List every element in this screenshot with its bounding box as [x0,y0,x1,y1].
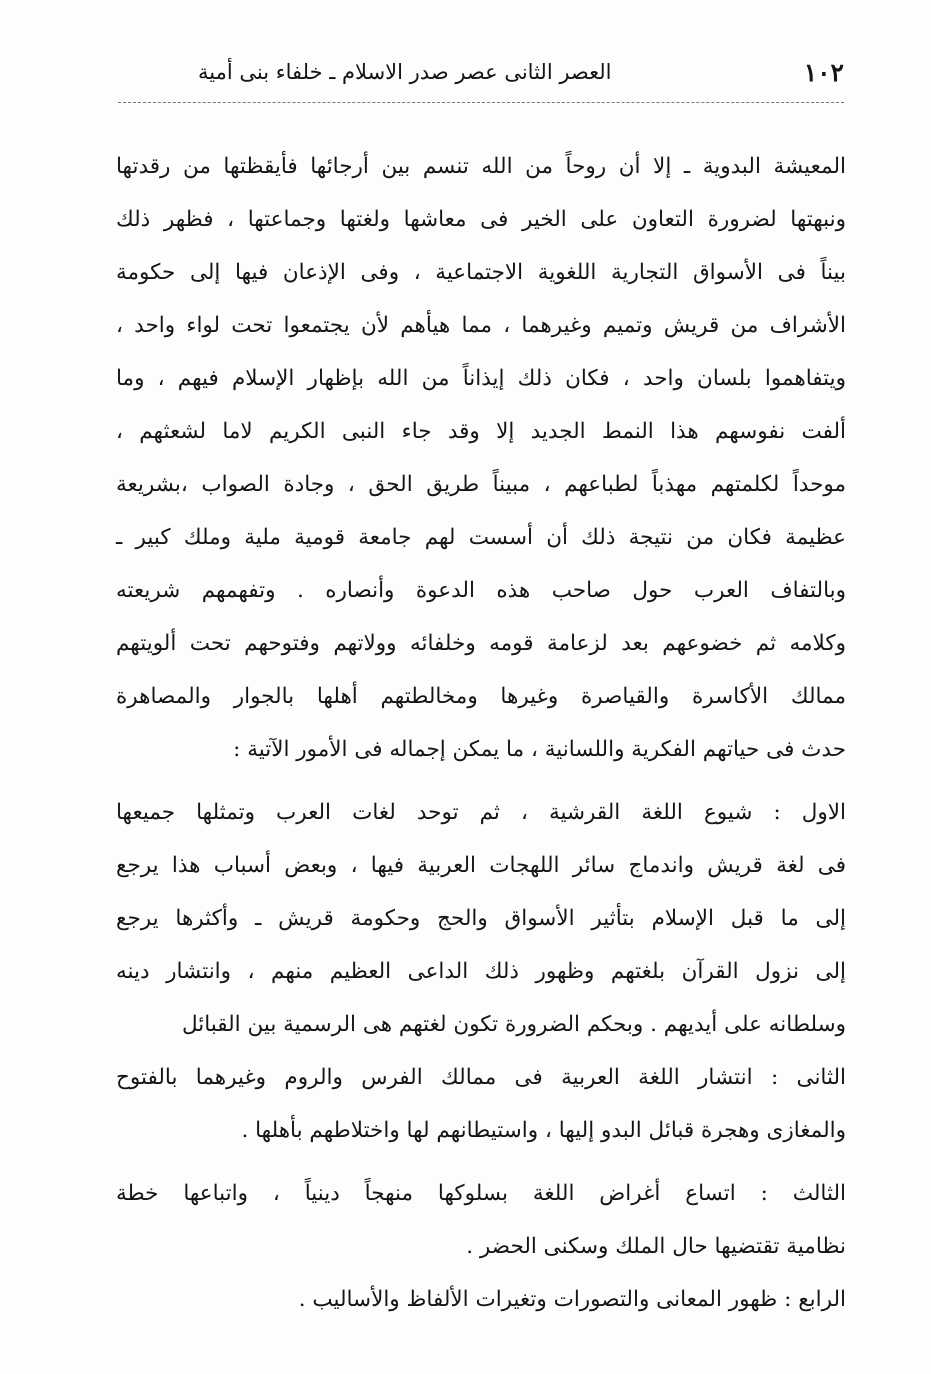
text-line: وكلامه ثم خضوعهم بعد لزعامة قومه وخلفائه وولاتهم وفتوحهم تحت ألويتهم [116,631,846,656]
paragraph-third [116,1167,846,1273]
text-line: بيناً فى الأسواق التجارية اللغوية الاجتماعية ، وفى الإذعان فيها إلى حكومة [116,260,846,285]
paragraph-fourth [116,1273,846,1326]
text-line: وبالتفاف العرب حول صاحب هذه الدعوة وأنصاره . وتفهمهم شريعته [116,578,846,603]
text-line: الثانى : انتشار اللغة العربية فى ممالك الفرس والروم وغيرهما بالفتوح [116,1065,846,1090]
text-line: حدث فى حياتهم الفكرية واللسانية ، ما يمكن إجماله فى الأمور الآتية : [233,737,846,762]
text-line: الاول : شيوع اللغة القرشية ، ثم توحد لغات العرب وتمثلها جميعها [116,800,846,825]
text-line: والمغازى وهجرة قبائل البدو إليها ، واستيطانهم لها واختلاطهم بأهلها . [241,1118,846,1143]
text-line: ألفت نفوسهم هذا النمط الجديد إلا وقد جاء النبى الكريم لاما لشعثهم ، [116,419,846,444]
text-line: ويتفاهموا بلسان واحد ، فكان ذلك إيذاناً من الله بإظهار الإسلام فيهم ، وما [116,366,846,391]
page-header [118,58,844,98]
text-line: ممالك الأكاسرة والقياصرة وغيرها ومخالطتهم أهلها بالجوار والمصاهرة [116,684,846,709]
text-line: ونبهتها لضرورة التعاون على الخير فى معاشها ولغتها وجماعتها ، فظهر ذلك [116,207,846,232]
text-line: نظامية تقتضيها حال الملك وسكنى الحضر . [466,1234,846,1259]
text-line: إلى نزول القرآن بلغتهم وظهور ذلك الداعى العظيم منهم ، وانتشار دينه [116,959,846,984]
text-line: الثالث : اتساع أغراض اللغة بسلوكها منهجاً دينياً ، واتباعها خطة [116,1181,846,1206]
text-line: عظيمة فكان من نتيجة ذلك أن أسست لهم جامعة قومية ملية وملك كبير ـ [116,525,846,550]
text-line: الرابع : ظهور المعانى والتصورات وتغيرات الألفاظ والأساليب . [298,1287,846,1312]
body-text [116,140,846,1326]
text-line: إلى ما قبل الإسلام بتأثير الأسواق والحج وحكومة قريش ـ وأكثرها يرجع [116,906,846,931]
page-number: ١٠٢ [803,58,844,87]
text-line: وسلطانه على أيديهم . وبحكم الضرورة تكون لغتهم هى الرسمية بين القبائل [181,1012,846,1037]
text-line: الأشراف من قريش وتميم وغيرهما ، مما هيأهم لأن يجتمعوا تحت لواء واحد ، [116,313,846,338]
paragraph-intro [116,140,846,776]
header-divider [118,102,844,103]
text-line: المعيشة البدوية ـ إلا أن روحاً من الله تنسم بين أرجائها فأيقظتها من رقدتها [116,154,846,179]
text-line: موحداً لكلمتهم مهذباً لطباعهم ، مبيناً طريق الحق ، وجادة الصواب ،بشريعة [116,472,846,497]
text-line: فى لغة قريش واندماج سائر اللهجات العربية فيها ، وبعض أسباب هذا يرجع [116,853,846,878]
paragraph-second [116,1051,846,1157]
paragraph-first [116,786,846,1051]
running-title: العصر الثانى عصر صدر الاسلام ـ خلفاء بنى أمية [198,60,612,84]
